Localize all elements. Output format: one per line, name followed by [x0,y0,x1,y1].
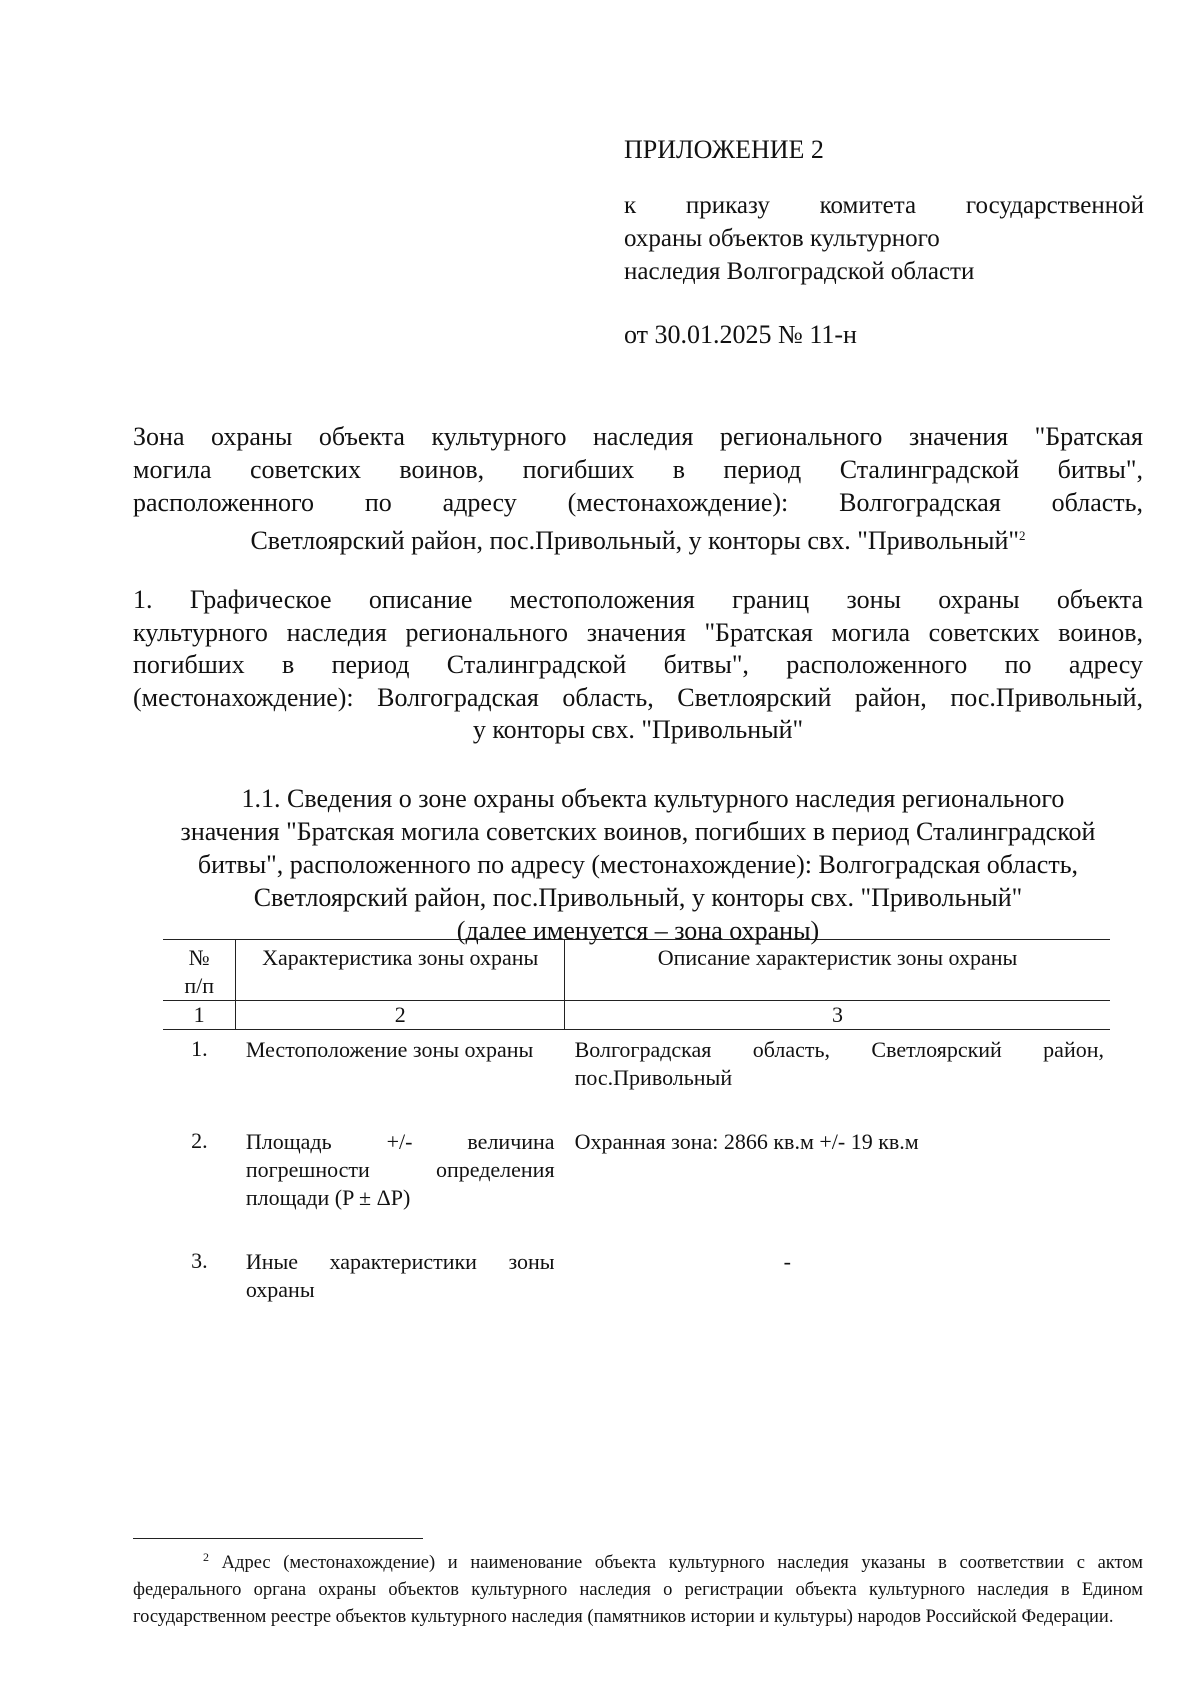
header-characteristic: Характеристика зоны охраны [236,940,565,1001]
zone-title-line: могила советских воинов, погибших в период Сталинградской битвы", [133,455,1143,484]
header-num-line: № [188,945,210,970]
header-description: Описание характеристик зоны охраны [565,940,1110,1001]
zone-title-line: расположенного по адресу (местонахождение): Волгоградская область, [133,488,1143,517]
footnote-text: Адрес (местонахождение) и наименование объекта культурного наследия указаны в соответствии с актом федерального органа охраны объектов культурного наследия о регистрации объекта культурного наследия в Едином государственном реестре объектов культурного наследия (памятников истории и культуры) народов Российской Федерации. [133,1553,1143,1627]
row-characteristic-line: Иные характеристики зоны [245,1249,555,1274]
column-number: 3 [565,1001,1110,1030]
row-characteristic-line: Площадь +/- величина [245,1129,555,1154]
row-description-line: пос.Привольный [574,1065,733,1090]
footnote-mark: 2 [203,1550,209,1564]
row-characteristic [236,1122,565,1242]
row-number: 1. [191,1036,208,1061]
row-description-line: Волгоградская область, Светлоярский район, [574,1037,1104,1062]
table-row [163,1030,1110,1123]
order-reference-line: охраны объектов культурного [624,225,940,252]
header-num [163,940,236,1001]
zone-title-line [133,519,1143,557]
section-1-1-line: 1.1. Сведения о зоне охраны объекта культурного наследия регионального [241,784,1065,813]
section-1-line: культурного наследия регионального значения "Братская могила советских воинов, [133,617,1143,647]
order-date: от 30.01.2025 № 11-н [624,320,857,349]
row-number: 3. [191,1248,208,1273]
order-reference [624,189,1144,288]
row-characteristic-line: погрешности определения [245,1157,555,1182]
section-1-1-line: Светлоярский район, пос.Привольный, у конторы свх. "Привольный" [253,883,1023,912]
section-1-line: погибших в период Сталинградской битвы", расположенного по адресу [133,650,1143,679]
section-1-line: (местонахождение): Волгоградская область, Светлоярский район, пос.Привольный, [133,682,1143,712]
section-1-1-line: битвы", расположенного по адресу (местонахождение): Волгоградская область, [197,850,1079,879]
section-1-line: 1. Графическое описание местоположения границ зоны охраны объекта [133,585,1143,614]
row-characteristic [236,1242,565,1304]
section-1-1-heading [133,782,1143,947]
column-numbers-row [163,1001,1110,1030]
row-characteristic-line: площади (P ± ΔP) [245,1185,411,1210]
row-description [565,1030,1110,1123]
footnote-reference[interactable]: 2 [1019,528,1026,543]
table-header-row [163,940,1110,1001]
section-1-1-line: (далее именуется – зона охраны) [456,916,820,945]
row-number: 2. [191,1128,208,1153]
section-1-heading [133,584,1143,747]
row-description: Охранная зона: 2866 кв.м +/- 19 кв.м [574,1129,919,1154]
row-characteristic-line: охраны [245,1277,315,1302]
section-1-1-line: значения "Братская могила советских воинов, погибших в период Сталинградской [180,817,1096,846]
zone-title [133,420,1143,557]
appendix-title: ПРИЛОЖЕНИЕ 2 [624,135,824,164]
zone-title-last-text: Светлоярский район, пос.Привольный, у конторы свх. "Привольный" [250,526,1020,555]
footnote-divider [133,1538,423,1539]
order-reference-line: наследия Волгоградской области [624,258,975,285]
section-1-line: у конторы свх. "Привольный" [472,715,804,744]
table-row [163,1122,1110,1242]
order-reference-line: к приказу комитета государственной [624,192,1144,219]
table-row [163,1242,1110,1304]
zone-info-table [163,939,1110,1304]
row-characteristic: Местоположение зоны охраны [245,1037,534,1062]
header-num-line: п/п [184,973,214,998]
zone-title-line: Зона охраны объекта культурного наследия регионального значения "Братская [133,422,1143,451]
column-number: 1 [163,1001,236,1030]
column-number: 2 [236,1001,565,1030]
footnote [133,1544,1143,1631]
row-description: - [783,1249,791,1274]
